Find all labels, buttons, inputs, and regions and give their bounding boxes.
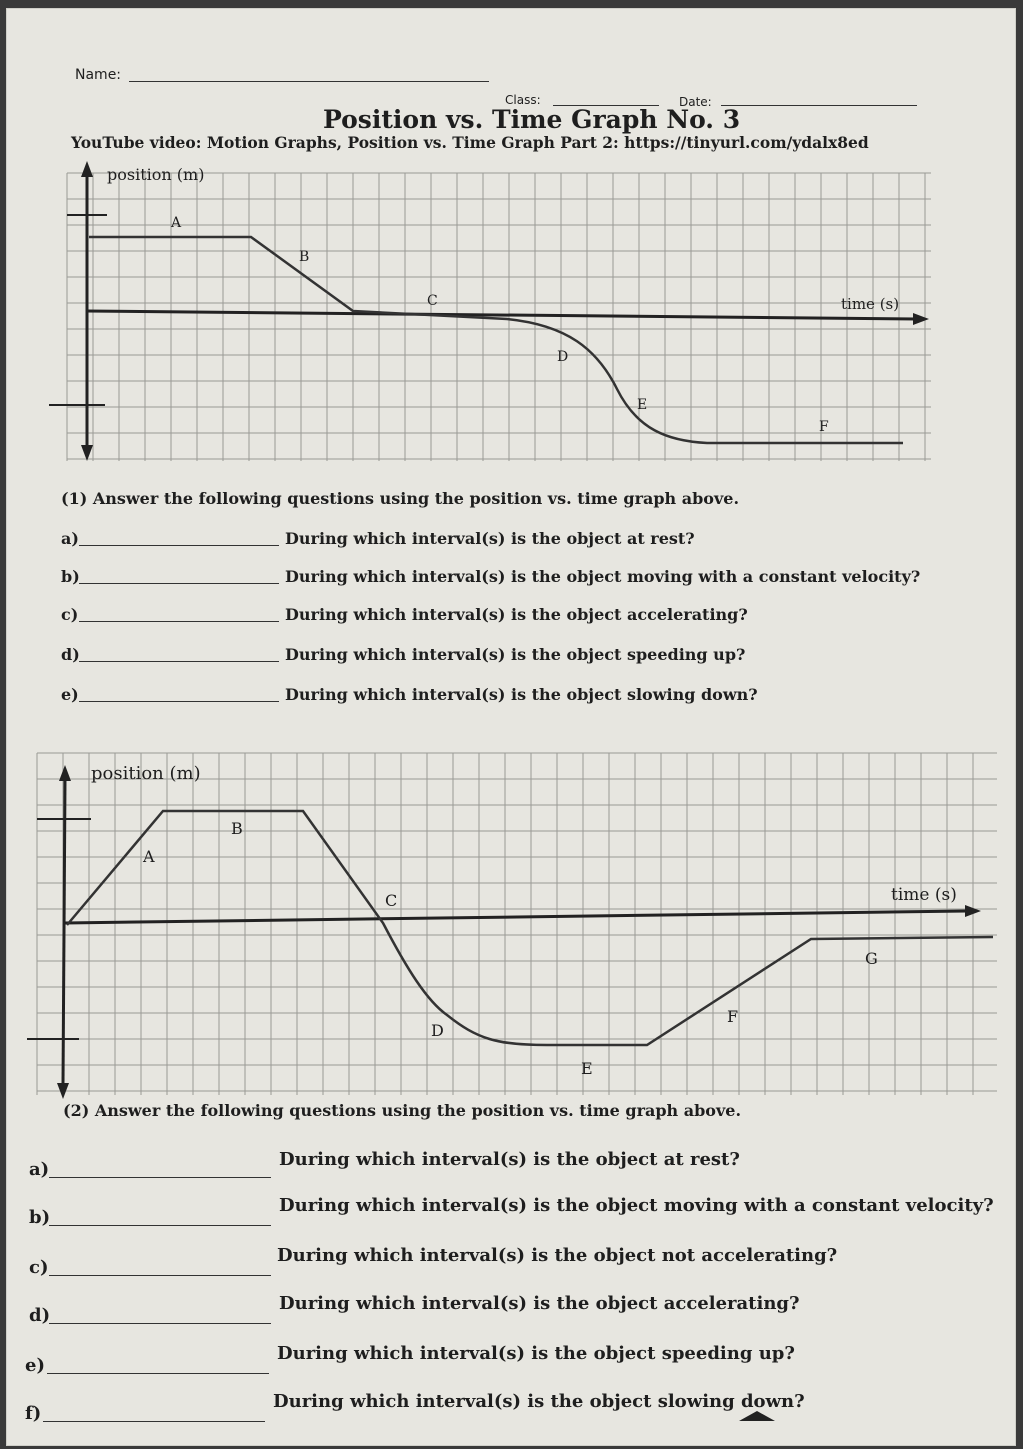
- graph-1-y-arrow-up: [81, 161, 93, 177]
- q2d-answer-field[interactable]: [49, 1323, 271, 1324]
- q2f-text: During which interval(s) is the object slowing down?: [273, 1391, 805, 1412]
- video-reference: YouTube video: Motion Graphs, Position vs. Time Graph Part 2: https://tinyurl.com/ydalx8ed: [71, 133, 869, 152]
- graph-2-y-arrow-up: [59, 765, 71, 781]
- page-corner-mark: [739, 1411, 775, 1421]
- q1d-answer-field[interactable]: [79, 661, 279, 662]
- q1c-text: During which interval(s) is the object accelerating?: [285, 605, 748, 624]
- graph-1-segment-d: D: [557, 349, 569, 365]
- q2e-answer-field[interactable]: [47, 1373, 269, 1374]
- graph-2-segment-g: G: [865, 949, 878, 968]
- q1d-text: During which interval(s) is the object speeding up?: [285, 645, 746, 664]
- class-label: Class:: [505, 93, 541, 107]
- date-label: Date:: [679, 95, 712, 109]
- q2f-answer-field[interactable]: [43, 1421, 265, 1422]
- q2b-answer-field[interactable]: [49, 1225, 271, 1226]
- section-1-instruction: (1) Answer the following questions using the position vs. time graph above.: [61, 489, 740, 508]
- graph-2: [7, 739, 1015, 1119]
- graph-2-segment-f: F: [727, 1007, 739, 1026]
- graph-2-segment-c: C: [385, 891, 398, 910]
- graph-1-segment-f: F: [819, 419, 829, 435]
- q2b-letter: b): [29, 1207, 51, 1228]
- q2b-text: During which interval(s) is the object moving with a constant velocity?: [279, 1195, 994, 1216]
- graph-2-x-label: time (s): [891, 885, 957, 905]
- q1b-answer-field[interactable]: [79, 583, 279, 584]
- graph-2-segment-d: D: [431, 1021, 444, 1040]
- graph-2-y-label: position (m): [91, 763, 201, 784]
- page-title: Position vs. Time Graph No. 3: [323, 105, 741, 134]
- q2c-answer-field[interactable]: [49, 1275, 271, 1276]
- q2a-answer-field[interactable]: [49, 1177, 271, 1178]
- graph-1: [7, 9, 1015, 479]
- q2a-letter: a): [29, 1159, 50, 1180]
- graph-1-segment-c: C: [427, 293, 438, 309]
- q1c-answer-field[interactable]: [79, 621, 279, 622]
- q2c-letter: c): [29, 1257, 49, 1278]
- graph-1-segment-e: E: [637, 397, 648, 413]
- worksheet-page: [6, 8, 1016, 1446]
- q1b-letter: b): [61, 567, 80, 586]
- q1a-answer-field[interactable]: [79, 545, 279, 546]
- name-label: Name:: [75, 67, 122, 83]
- graph-2-position-curve: [67, 811, 993, 1045]
- q1b-text: During which interval(s) is the object moving with a constant velocity?: [285, 567, 921, 586]
- q1c-letter: c): [61, 605, 79, 624]
- q2f-letter: f): [25, 1403, 42, 1424]
- graph-1-position-curve: [89, 237, 903, 443]
- q2e-letter: e): [25, 1355, 45, 1376]
- q2d-letter: d): [29, 1305, 51, 1326]
- q1e-letter: e): [61, 685, 79, 704]
- graph-2-x-axis: [65, 911, 967, 923]
- q1a-letter: a): [61, 529, 79, 548]
- q1e-answer-field[interactable]: [79, 701, 279, 702]
- q2a-text: During which interval(s) is the object at rest?: [279, 1149, 740, 1170]
- graph-2-segment-e: E: [581, 1059, 593, 1078]
- q1a-text: During which interval(s) is the object at rest?: [285, 529, 695, 548]
- graph-1-segment-a: A: [171, 215, 182, 231]
- graph-2-segment-a: A: [143, 847, 155, 866]
- graph-1-segment-b: B: [299, 249, 310, 265]
- q2d-text: During which interval(s) is the object accelerating?: [279, 1293, 800, 1314]
- graph-2-segment-b: B: [231, 819, 243, 838]
- q1d-letter: d): [61, 645, 80, 664]
- q2c-text: During which interval(s) is the object not accelerating?: [277, 1245, 838, 1266]
- graph-2-y-axis: [63, 779, 65, 1084]
- q2e-text: During which interval(s) is the object speeding up?: [277, 1343, 795, 1364]
- graph-1-y-label: position (m): [107, 165, 205, 184]
- section-2-instruction: (2) Answer the following questions using the position vs. time graph above.: [63, 1101, 742, 1120]
- graph-1-x-label: time (s): [841, 295, 900, 313]
- q1e-text: During which interval(s) is the object slowing down?: [285, 685, 758, 704]
- graph-1-x-arrow: [913, 313, 929, 325]
